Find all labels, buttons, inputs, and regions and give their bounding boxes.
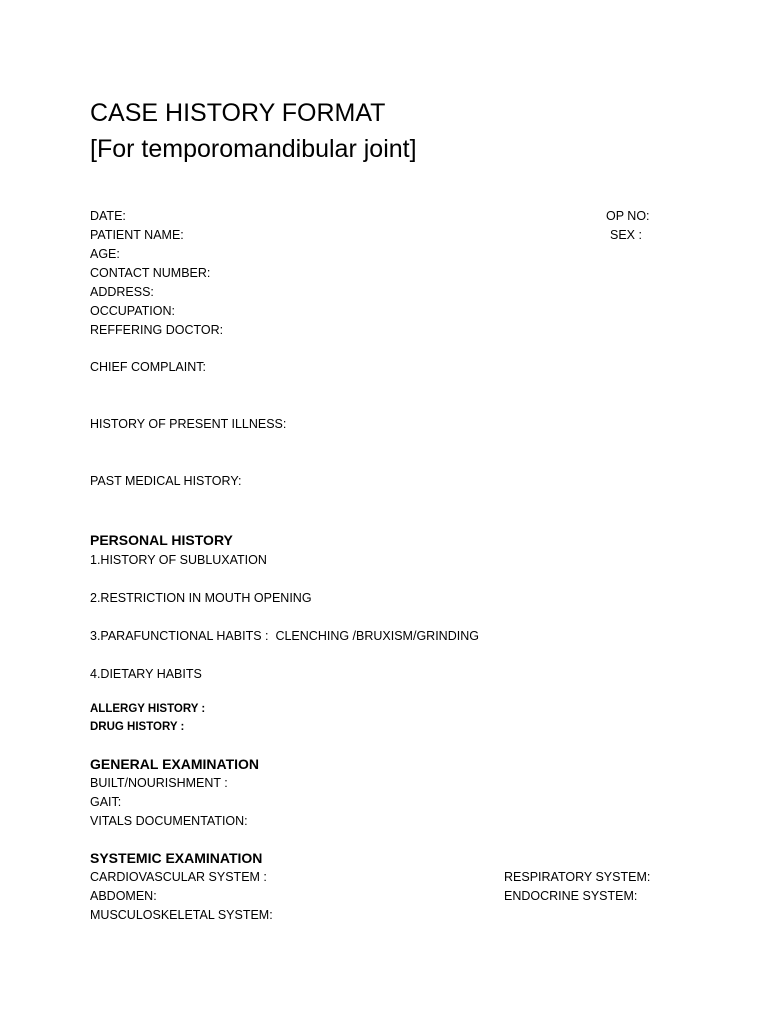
address-label: ADDRESS: bbox=[90, 285, 154, 299]
endocrine-label: ENDOCRINE SYSTEM: bbox=[504, 889, 638, 903]
date-label: DATE: bbox=[90, 209, 126, 223]
list-item: 2.RESTRICTION IN MOUTH OPENING bbox=[90, 591, 312, 605]
systemic-examination-heading: SYSTEMIC EXAMINATION bbox=[90, 850, 263, 866]
abdomen-label: ABDOMEN: bbox=[90, 889, 157, 903]
gait-label: GAIT: bbox=[90, 795, 122, 809]
built-nourishment-label: BUILT/NOURISHMENT : bbox=[90, 776, 228, 790]
sex-label: SEX : bbox=[610, 228, 642, 242]
present-illness-label: HISTORY OF PRESENT ILLNESS: bbox=[90, 417, 287, 431]
page-title: CASE HISTORY FORMAT bbox=[90, 99, 386, 127]
musculoskeletal-label: MUSCULOSKELETAL SYSTEM: bbox=[90, 908, 273, 922]
patient-name-label: PATIENT NAME: bbox=[90, 228, 184, 242]
personal-history-heading: PERSONAL HISTORY bbox=[90, 532, 233, 548]
respiratory-label: RESPIRATORY SYSTEM: bbox=[504, 870, 651, 884]
referring-doctor-label: REFFERING DOCTOR: bbox=[90, 323, 224, 337]
list-item: 3.PARAFUNCTIONAL HABITS : CLENCHING /BRUXISM/GRINDING bbox=[90, 629, 479, 643]
occupation-label: OCCUPATION: bbox=[90, 304, 175, 318]
list-item: 4.DIETARY HABITS bbox=[90, 667, 202, 681]
op-no-label: OP NO: bbox=[606, 209, 650, 223]
age-label: AGE: bbox=[90, 247, 120, 261]
allergy-history-label: ALLERGY HISTORY : bbox=[90, 703, 206, 715]
list-item: 1.HISTORY OF SUBLUXATION bbox=[90, 553, 267, 567]
vitals-label: VITALS DOCUMENTATION: bbox=[90, 814, 248, 828]
contact-number-label: CONTACT NUMBER: bbox=[90, 266, 211, 280]
past-medical-history-label: PAST MEDICAL HISTORY: bbox=[90, 474, 242, 488]
page-subtitle: [For temporomandibular joint] bbox=[90, 135, 417, 163]
chief-complaint-label: CHIEF COMPLAINT: bbox=[90, 360, 206, 374]
drug-history-label: DRUG HISTORY : bbox=[90, 721, 185, 733]
general-examination-heading: GENERAL EXAMINATION bbox=[90, 756, 260, 772]
cardiovascular-label: CARDIOVASCULAR SYSTEM : bbox=[90, 870, 267, 884]
